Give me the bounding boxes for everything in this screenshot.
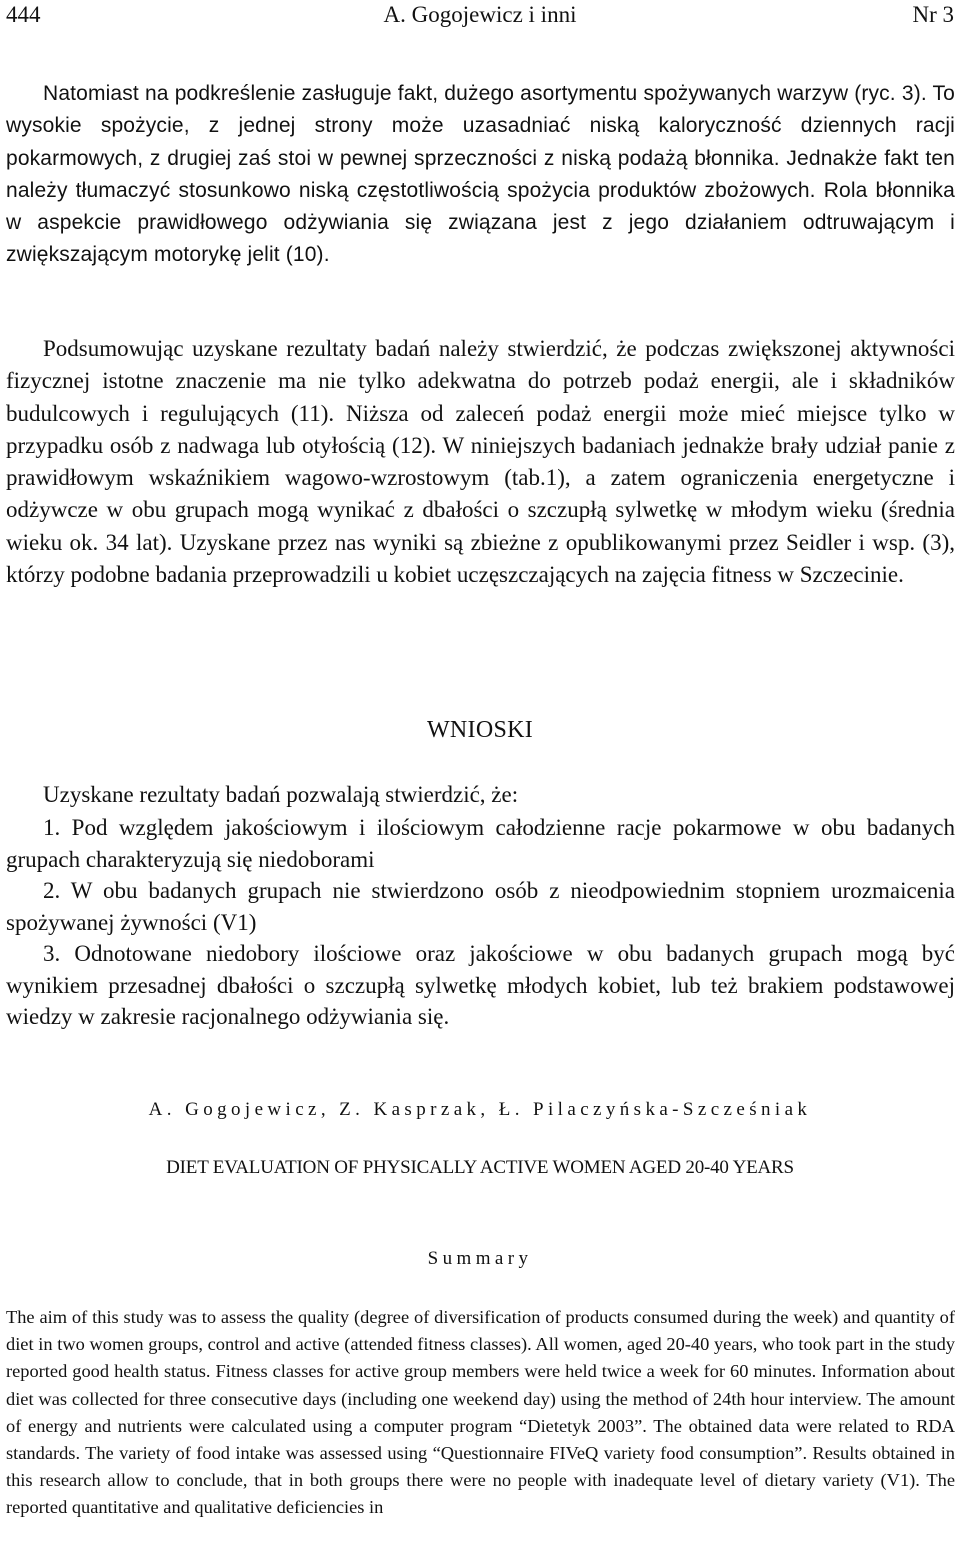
conclusion-item-3: 3. Odnotowane niedobory ilościowe oraz jakościowe w obu badanych grupach mogą być wynikiem przesadnej dbałości o szczupłą sylwetkę młodych kobiet, lub też brakiem podstawowej wiedzy w zakresie racjonalnego odżywiania się.	[6, 941, 955, 1029]
body-paragraph-1: Natomiast na podkreślenie zasługuje fakt, dużego asortymentu spożywanych warzyw (ryc. 3). To wysokie spożycie, z jednej strony może uzasadniać niską kaloryczność dziennych racji pokarmowych, z drugiej zaś stoi w pewnej sprzeczności z niską podażą błonnika. Jednakże fakt ten należy tłumaczyć stosunkowo niską częstotliwością spożycia produktów zbożowych. Rola błonnika w aspekcie prawidłowego odżywiania się związana jest z jego działaniem odtruwającym i zwiększającym motorykę jelit (10).	[6, 82, 955, 267]
summary-heading: Summary	[427, 1248, 533, 1269]
summary-authors: A. Gogojewicz, Z. Kasprzak, Ł. Pilaczyńska-Szcześniak	[148, 1099, 812, 1120]
page-number: 444	[6, 2, 41, 27]
conclusions-heading: WNIOSKI	[426, 717, 534, 743]
issue-number: Nr 3	[912, 2, 954, 27]
body-paragraph-2: Podsumowując uzyskane rezultaty badań należy stwierdzić, że podczas zwiększonej aktywności fizycznej istotne znaczenie ma nie tylko adekwatna do potrzeb podaż energii, ale i składników budulcowych i regulujących (11). Niższa od zaleceń podaż energii może mieć miejsce tylko w przypadku osób z nadwaga lub otyłością (12). W niniejszych badaniach jednakże brały udział panie z prawidłowym wskaźnikiem wagowo-wzrostowym (tab.1), a zatem ograniczenia energetyczne i odżywcze w obu grupach mogą wynikać z dbałości o szczupłą sylwetkę w młodym wieku (średnia wieku ok. 34 lat). Uzyskane przez nas wyniki są zbieżne z opublikowanymi przez Seidler i wsp. (3), którzy podobne badania przeprowadzili u kobiet uczęszczających na zajęcia fitness w Szczecinie.	[6, 336, 955, 588]
conclusion-item-1: 1. Pod względem jakościowym i ilościowym całodzienne racje pokarmowe w obu badanych grupach charakteryzują się niedoborami	[6, 815, 955, 872]
running-title: A. Gogojewicz i inni	[383, 2, 577, 27]
summary-text: The aim of this study was to assess the quality (degree of diversification of products consumed during the week) and quantity of diet in two women groups, control and active (attended fitness classes). All women, aged 20-40 years, who took part in the study reported good health status. Fitness classes for active group members were held twice a week for 60 minutes. Information about diet was collected for three consecutive days (including one weekend day) using the method of 24th hour interview. The amount of energy and nutrients were calculated using a computer program “Dietetyk 2003”. The obtained data were related to RDA standards. The variety of food intake was assessed using “Questionnaire FIVeQ variety food consumption”. Results obtained in this research allow to conclude, that in both groups there were no people with inadequate level of dietary variety (V1). The reported quantitative and qualitative deficiencies in	[6, 1307, 955, 1518]
conclusion-item-2: 2. W obu badanych grupach nie stwierdzono osób z nieodpowiednim stopniem urozmaicenia spożywanej żywności (V1)	[6, 878, 955, 935]
summary-article-title: DIET EVALUATION OF PHYSICALLY ACTIVE WOMEN AGED 20-40 YEARS	[166, 1157, 794, 1178]
conclusions-list	[6, 812, 955, 1033]
conclusions-intro: Uzyskane rezultaty badań pozwalają stwierdzić, że:	[43, 782, 519, 807]
running-header	[6, 0, 954, 34]
